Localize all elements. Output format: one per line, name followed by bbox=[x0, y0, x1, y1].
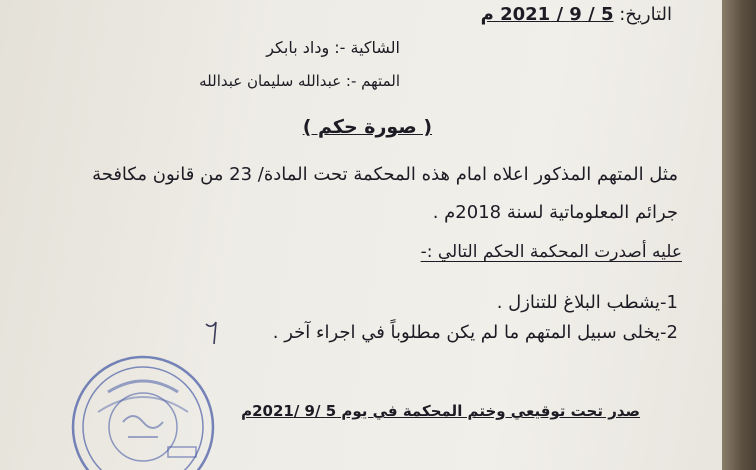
date-line bbox=[481, 4, 672, 25]
document-heading: ( صورة حكم ) bbox=[302, 116, 432, 138]
issued-signature-line: صدر تحت توقيعي وختم المحكمة في يوم 5 /9 /2021م bbox=[241, 402, 640, 420]
body-line-2: جرائم المعلوماتية لسنة 2018م . bbox=[432, 202, 678, 223]
verdict-item-1: 1-يشطب البلاغ للتنازل . bbox=[496, 292, 678, 313]
verdict-item-2: 2-يخلى سبيل المتهم ما لم يكن مطلوباً في اجراء آخر . bbox=[272, 322, 678, 343]
page-edge-background bbox=[722, 0, 756, 470]
body-line-1: مثل المتهم المذكور اعلاه امام هذه المحكمة تحت المادة/ 23 من قانون مكافحة bbox=[92, 164, 678, 185]
verdict-intro: عليه أصدرت المحكمة الحكم التالي :- bbox=[420, 242, 682, 262]
date-value: 5 / 9 / 2021 م bbox=[480, 4, 614, 25]
complainant-line: الشاكية -: وداد بابكر bbox=[266, 38, 400, 57]
accused-line: المتهم -: عبدالله سليمان عبدالله bbox=[199, 72, 400, 90]
court-seal-stamp bbox=[68, 352, 218, 470]
date-label: التاريخ: bbox=[619, 4, 672, 25]
handwritten-mark bbox=[202, 318, 226, 348]
